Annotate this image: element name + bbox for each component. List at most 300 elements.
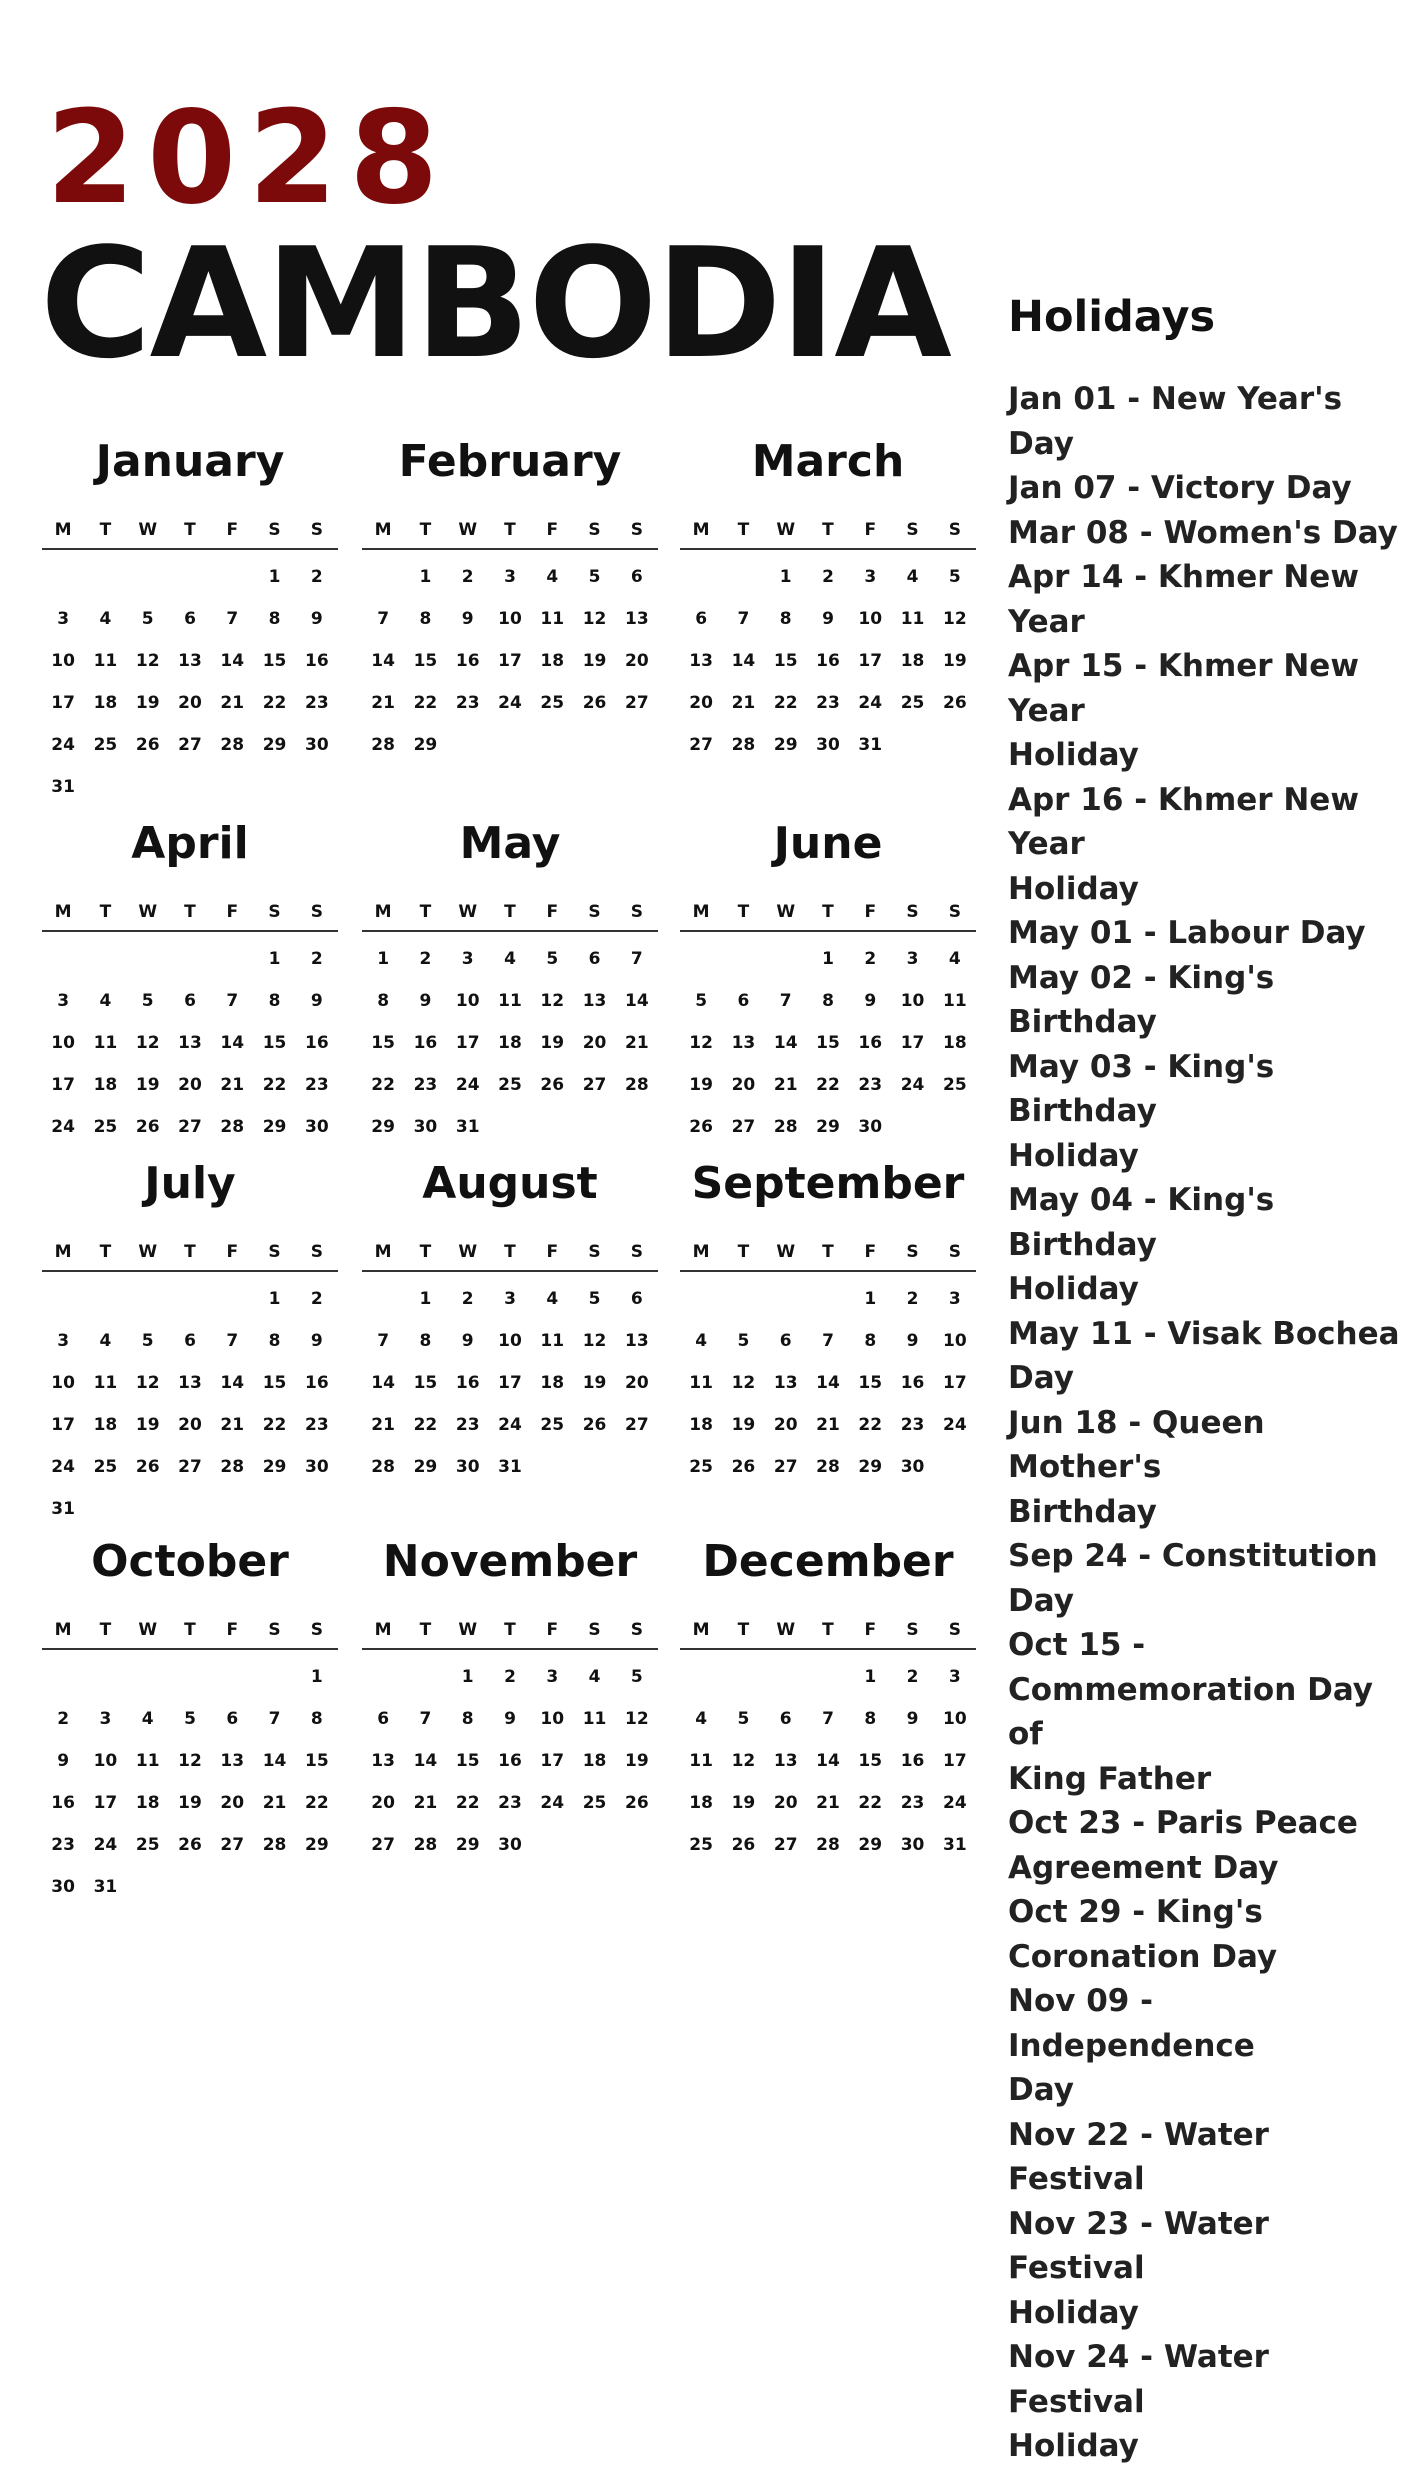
holiday-line: Agreement Day: [1008, 1849, 1279, 1886]
week-row: [680, 640, 976, 682]
day-cell: 23: [304, 1075, 329, 1095]
weekday-label: S: [268, 1242, 281, 1262]
day-cell: 2: [906, 1289, 919, 1309]
day-cell: 27: [773, 1457, 798, 1477]
week-row: [362, 1022, 658, 1064]
day-cell: 26: [731, 1835, 756, 1855]
week-row: [680, 980, 976, 1022]
month-april: [42, 812, 338, 1148]
day-cell: 19: [582, 1373, 607, 1393]
week-row: [362, 1064, 658, 1106]
weekday-label: S: [310, 902, 323, 922]
weekday-header: [42, 1234, 338, 1272]
day-cell: 18: [135, 1793, 160, 1813]
day-cell: 15: [304, 1751, 329, 1771]
day-cell: 3: [504, 567, 516, 587]
day-cell: 2: [310, 1289, 323, 1309]
day-cell: 2: [419, 949, 432, 969]
holiday-line: Oct 29 - King's: [1008, 1894, 1263, 1930]
day-cell: 22: [455, 1793, 480, 1813]
week-row: [42, 1698, 338, 1740]
day-cell: 6: [630, 567, 643, 587]
day-cell: 18: [540, 1373, 565, 1393]
day-cell: 31: [93, 1877, 118, 1897]
weekday-label: F: [546, 902, 559, 922]
day-cell: 9: [461, 609, 474, 629]
day-cell: 27: [731, 1117, 756, 1137]
weekday-label: S: [588, 902, 601, 922]
day-cell: 16: [413, 1033, 438, 1053]
day-cell: 11: [689, 1373, 713, 1393]
holiday-line: Holiday: [1008, 2428, 1139, 2464]
day-cell: 24: [51, 1117, 75, 1137]
holiday-line: May 03 - King's Birthday: [1008, 1048, 1275, 1129]
week-row: [680, 1446, 976, 1488]
week-row: [680, 1362, 976, 1404]
day-cell: 21: [731, 693, 756, 713]
day-cell: 8: [779, 609, 792, 629]
day-cell: 19: [135, 1075, 160, 1095]
day-cell: 8: [268, 1331, 281, 1351]
week-row: [362, 1278, 658, 1320]
weekday-label: T: [99, 1242, 112, 1262]
day-cell: 23: [51, 1835, 75, 1855]
day-cell: 5: [737, 1331, 750, 1351]
week-row: [680, 1278, 976, 1320]
day-cell: 4: [99, 609, 112, 629]
day-cell: 25: [135, 1835, 160, 1855]
day-cell: 17: [51, 693, 75, 713]
day-cell: 27: [178, 735, 202, 755]
weekday-label: F: [226, 1620, 239, 1640]
day-cell: 23: [304, 1415, 329, 1435]
day-cell: 31: [498, 1457, 522, 1477]
holiday-line: Jan 01 - New Year's Day: [1008, 381, 1343, 462]
day-cell: 3: [948, 1667, 961, 1687]
day-cell: 13: [178, 1033, 202, 1053]
weekday-label: S: [906, 1620, 919, 1640]
weekday-label: S: [948, 1620, 961, 1640]
weekday-header: [362, 894, 658, 932]
weekday-header: [362, 512, 658, 550]
day-cell: 12: [135, 1033, 160, 1053]
day-cell: 24: [93, 1835, 118, 1855]
weekday-label: T: [184, 1242, 196, 1262]
day-cell: 22: [262, 1415, 287, 1435]
day-cell: 26: [624, 1793, 649, 1813]
day-cell: 12: [582, 609, 607, 629]
weekday-label: F: [226, 902, 239, 922]
day-cell: 24: [455, 1075, 480, 1095]
day-cell: 22: [773, 693, 798, 713]
month-name: March: [751, 436, 905, 487]
holiday-list: [1008, 377, 1408, 2469]
day-cell: 19: [135, 693, 160, 713]
day-cell: 28: [220, 1457, 245, 1477]
day-cell: 17: [900, 1033, 925, 1053]
day-cell: 6: [779, 1331, 792, 1351]
weekday-label: T: [737, 520, 750, 540]
day-cell: 15: [262, 1033, 287, 1053]
day-cell: 10: [93, 1751, 118, 1771]
day-cell: 3: [57, 1331, 70, 1351]
holiday-line: Coronation Day: [1008, 1938, 1278, 1975]
day-cell: 6: [630, 1289, 643, 1309]
day-cell: 12: [582, 1331, 607, 1351]
day-cell: 11: [498, 991, 522, 1011]
day-cell: 8: [822, 991, 834, 1011]
day-cell: 2: [864, 949, 877, 969]
day-cell: 9: [822, 609, 834, 629]
day-cell: 26: [178, 1835, 202, 1855]
day-cell: 7: [737, 609, 750, 629]
day-cell: 25: [498, 1075, 522, 1095]
day-cell: 3: [864, 567, 877, 587]
day-cell: 11: [93, 651, 118, 671]
day-cell: 11: [93, 1033, 118, 1053]
weekday-label: T: [419, 520, 432, 540]
weekday-label: T: [822, 520, 834, 540]
day-cell: 26: [540, 1075, 565, 1095]
weekday-label: W: [138, 520, 158, 540]
day-cell: 25: [540, 1415, 565, 1435]
day-cell: 30: [304, 735, 329, 755]
weekday-label: S: [268, 1620, 281, 1640]
day-cell: 18: [942, 1033, 967, 1053]
day-cell: 29: [304, 1835, 329, 1855]
weekday-label: S: [630, 520, 643, 540]
day-cell: 3: [546, 1667, 559, 1687]
holiday-line: May 01 - Labour Day: [1008, 915, 1366, 951]
week-row: [362, 1106, 658, 1148]
weekday-header: [362, 1234, 658, 1272]
day-cell: 9: [419, 991, 432, 1011]
month-march: [680, 430, 976, 766]
day-cell: 21: [371, 1415, 395, 1435]
day-cell: 20: [689, 693, 713, 713]
day-cell: 14: [220, 1373, 245, 1393]
day-cell: 31: [51, 1499, 75, 1519]
week-row: [42, 682, 338, 724]
week-row: [362, 1740, 658, 1782]
year-title: 2028: [46, 84, 451, 233]
day-cell: 28: [624, 1075, 649, 1095]
day-cell: 4: [141, 1709, 154, 1729]
weekday-label: T: [737, 1242, 750, 1262]
weekday-label: T: [504, 1242, 516, 1262]
day-cell: 24: [942, 1415, 967, 1435]
month-february: [362, 430, 658, 766]
weekday-label: M: [54, 520, 72, 540]
day-cell: 3: [57, 991, 70, 1011]
day-cell: 11: [540, 609, 565, 629]
day-cell: 17: [51, 1415, 75, 1435]
holiday-line: Sep 24 - Constitution: [1008, 1538, 1378, 1574]
day-cell: 15: [858, 1373, 883, 1393]
day-cell: 11: [689, 1751, 713, 1771]
day-cell: 19: [135, 1415, 160, 1435]
week-row: [362, 598, 658, 640]
day-cell: 8: [419, 609, 432, 629]
weekday-label: T: [737, 1620, 750, 1640]
day-cell: 21: [816, 1793, 840, 1813]
month-may: [362, 812, 658, 1148]
week-row: [680, 724, 976, 766]
week-row: [42, 766, 338, 808]
day-cell: 9: [504, 1709, 516, 1729]
day-cell: 2: [57, 1709, 70, 1729]
day-cell: 4: [99, 991, 112, 1011]
day-cell: 12: [689, 1033, 713, 1053]
holiday-line: Nov 24 - Water Festival: [1008, 2339, 1269, 2420]
day-cell: 16: [900, 1751, 925, 1771]
day-cell: 9: [461, 1331, 474, 1351]
day-cell: 17: [498, 651, 522, 671]
day-cell: 21: [413, 1793, 438, 1813]
weekday-label: S: [948, 520, 961, 540]
day-cell: 21: [220, 1075, 245, 1095]
holiday-line: Holiday: [1008, 1271, 1139, 1307]
day-cell: 30: [304, 1457, 329, 1477]
week-row: [42, 1866, 338, 1908]
day-cell: 27: [178, 1117, 202, 1137]
day-cell: 22: [816, 1075, 840, 1095]
holiday-line: May 02 - King's Birthday: [1008, 959, 1275, 1040]
day-cell: 1: [779, 567, 792, 587]
day-cell: 29: [413, 1457, 438, 1477]
day-cell: 24: [540, 1793, 565, 1813]
day-cell: 30: [858, 1117, 883, 1137]
day-cell: 13: [371, 1751, 395, 1771]
weekday-header: [680, 512, 976, 550]
day-cell: 8: [377, 991, 390, 1011]
day-cell: 8: [268, 991, 281, 1011]
day-cell: 13: [731, 1033, 756, 1053]
day-cell: 18: [689, 1793, 713, 1813]
day-cell: 3: [948, 1289, 961, 1309]
day-cell: 7: [822, 1331, 834, 1351]
week-row: [362, 1404, 658, 1446]
holiday-line: Jan 07 - Victory Day: [1008, 470, 1352, 506]
day-cell: 10: [540, 1709, 565, 1729]
week-row: [42, 1740, 338, 1782]
day-cell: 24: [51, 1457, 75, 1477]
month-name: June: [773, 818, 883, 869]
week-row: [42, 1362, 338, 1404]
day-cell: 16: [304, 651, 329, 671]
weekday-header: [42, 1612, 338, 1650]
week-row: [362, 556, 658, 598]
day-cell: 19: [942, 651, 967, 671]
weekday-label: S: [310, 1620, 323, 1640]
day-cell: 31: [51, 777, 75, 797]
day-cell: 21: [624, 1033, 649, 1053]
weekday-label: F: [226, 520, 239, 540]
weekday-header: [680, 894, 976, 932]
day-cell: 29: [371, 1117, 395, 1137]
weekday-label: M: [692, 902, 710, 922]
day-cell: 11: [93, 1373, 118, 1393]
weekday-label: T: [184, 1620, 196, 1640]
day-cell: 20: [178, 693, 202, 713]
day-cell: 8: [461, 1709, 474, 1729]
day-cell: 22: [262, 1075, 287, 1095]
holiday-line: Day: [1008, 2072, 1074, 2108]
day-cell: 10: [900, 991, 925, 1011]
weekday-header: [42, 512, 338, 550]
week-row: [42, 938, 338, 980]
day-cell: 30: [304, 1117, 329, 1137]
day-cell: 12: [942, 609, 967, 629]
day-cell: 8: [864, 1331, 877, 1351]
day-cell: 14: [371, 651, 395, 671]
day-cell: 7: [226, 1331, 239, 1351]
day-cell: 22: [413, 1415, 438, 1435]
month-july: [42, 1152, 338, 1530]
month-october: [42, 1530, 338, 1908]
day-cell: 28: [371, 735, 395, 755]
day-cell: 16: [455, 651, 480, 671]
day-cell: 12: [135, 651, 160, 671]
holiday-line: Day: [1008, 1360, 1074, 1396]
day-cell: 5: [141, 609, 154, 629]
day-cell: 26: [582, 1415, 607, 1435]
day-cell: 10: [498, 609, 522, 629]
day-cell: 13: [178, 1373, 202, 1393]
day-cell: 16: [51, 1793, 75, 1813]
month-name: October: [91, 1536, 289, 1587]
day-cell: 14: [413, 1751, 438, 1771]
weekday-header: [680, 1612, 976, 1650]
weekday-label: W: [776, 520, 796, 540]
day-cell: 25: [942, 1075, 967, 1095]
day-cell: 27: [178, 1457, 202, 1477]
day-cell: 3: [504, 1289, 516, 1309]
day-cell: 20: [773, 1793, 798, 1813]
week-row: [42, 1782, 338, 1824]
weekday-label: S: [268, 520, 281, 540]
day-cell: 20: [582, 1033, 607, 1053]
day-cell: 8: [268, 609, 281, 629]
week-row: [362, 1824, 658, 1866]
day-cell: 6: [226, 1709, 239, 1729]
weekday-label: T: [184, 902, 196, 922]
day-cell: 23: [413, 1075, 438, 1095]
day-cell: 1: [268, 949, 281, 969]
day-cell: 15: [455, 1751, 480, 1771]
month-december: [680, 1530, 976, 1866]
day-cell: 9: [310, 1331, 323, 1351]
weekday-label: S: [948, 1242, 961, 1262]
week-row: [42, 1064, 338, 1106]
day-cell: 19: [731, 1793, 756, 1813]
day-cell: 22: [858, 1415, 883, 1435]
weekday-label: S: [906, 902, 919, 922]
day-cell: 27: [624, 1415, 649, 1435]
day-cell: 26: [135, 735, 160, 755]
weekday-label: W: [458, 1620, 478, 1640]
week-row: [42, 724, 338, 766]
month-name: September: [691, 1158, 965, 1209]
holiday-line: Apr 14 - Khmer New Year: [1008, 559, 1359, 640]
day-cell: 13: [773, 1751, 798, 1771]
day-cell: 9: [906, 1709, 919, 1729]
day-cell: 29: [262, 1457, 287, 1477]
day-cell: 23: [816, 693, 840, 713]
holiday-line: Commemoration Day of: [1008, 1671, 1373, 1752]
day-cell: 7: [419, 1709, 432, 1729]
day-cell: 18: [93, 1075, 118, 1095]
day-cell: 2: [310, 567, 323, 587]
day-cell: 11: [900, 609, 925, 629]
weekday-label: S: [588, 1620, 601, 1640]
day-cell: 16: [455, 1373, 480, 1393]
day-cell: 30: [455, 1457, 480, 1477]
day-cell: 14: [371, 1373, 395, 1393]
day-cell: 27: [582, 1075, 607, 1095]
holiday-line: Apr 15 - Khmer New Year: [1008, 648, 1359, 729]
day-cell: 18: [93, 693, 118, 713]
day-cell: 9: [57, 1751, 70, 1771]
day-cell: 20: [624, 651, 649, 671]
day-cell: 14: [731, 651, 756, 671]
day-cell: 29: [858, 1835, 883, 1855]
week-row: [42, 980, 338, 1022]
day-cell: 30: [900, 1835, 925, 1855]
month-name: August: [422, 1158, 598, 1209]
day-cell: 25: [689, 1835, 713, 1855]
day-cell: 17: [93, 1793, 118, 1813]
day-cell: 4: [588, 1667, 601, 1687]
weekday-label: W: [138, 902, 158, 922]
weekday-label: F: [864, 520, 877, 540]
day-cell: 15: [413, 651, 438, 671]
week-row: [680, 938, 976, 980]
weekday-label: S: [906, 1242, 919, 1262]
day-cell: 18: [93, 1415, 118, 1435]
day-cell: 13: [220, 1751, 245, 1771]
day-cell: 15: [262, 651, 287, 671]
week-row: [362, 1362, 658, 1404]
day-cell: 10: [498, 1331, 522, 1351]
week-row: [362, 938, 658, 980]
day-cell: 9: [310, 609, 323, 629]
day-cell: 7: [779, 991, 792, 1011]
day-cell: 16: [304, 1373, 329, 1393]
day-cell: 1: [419, 1289, 432, 1309]
day-cell: 18: [582, 1751, 607, 1771]
day-cell: 30: [51, 1877, 75, 1897]
weekday-label: T: [822, 1242, 834, 1262]
day-cell: 19: [731, 1415, 756, 1435]
day-cell: 8: [864, 1709, 877, 1729]
day-cell: 3: [906, 949, 919, 969]
day-cell: 7: [226, 609, 239, 629]
week-row: [680, 682, 976, 724]
day-cell: 5: [141, 991, 154, 1011]
day-cell: 20: [220, 1793, 245, 1813]
day-cell: 7: [630, 949, 643, 969]
month-name: January: [95, 436, 285, 487]
weekday-label: S: [906, 520, 919, 540]
weekday-label: T: [419, 1242, 432, 1262]
day-cell: 17: [942, 1751, 967, 1771]
day-cell: 13: [689, 651, 713, 671]
day-cell: 3: [99, 1709, 112, 1729]
day-cell: 5: [141, 1331, 154, 1351]
day-cell: 5: [588, 1289, 601, 1309]
week-row: [680, 1740, 976, 1782]
